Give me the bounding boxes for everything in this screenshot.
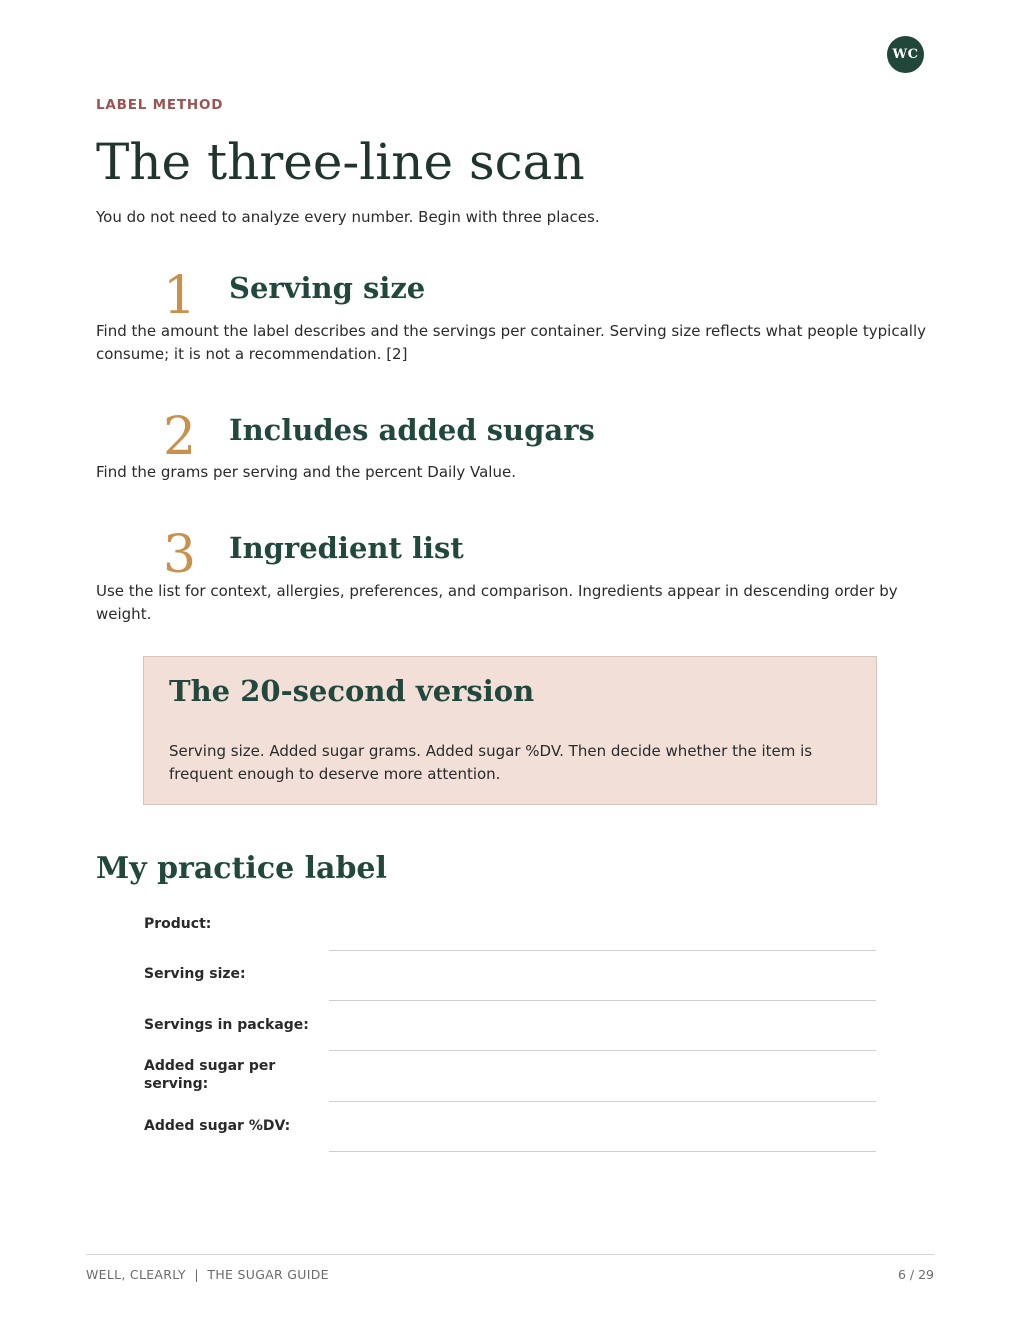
callout-title: The 20-second version [169,674,535,708]
step-3-title: Ingredient list [229,531,464,565]
field-label-serving-size: Serving size: [144,966,246,982]
summary-callout [143,656,877,805]
field-line-added-sugar-per-serving[interactable] [329,1101,876,1102]
footer-divider [86,1254,934,1255]
field-label-added-sugar-dv: Added sugar %DV: [144,1118,291,1134]
step-3-number: 3 [163,525,197,585]
step-1-description: Find the amount the label describes and the servings per container. Serving size reflects what people typically consume; it is not a recommendation. [2] [96,322,926,363]
section-eyebrow: LABEL METHOD [96,97,224,113]
intro-text: You do not need to analyze every number. Begin with three places. [96,208,600,226]
page-number: 6 / 29 [897,1267,934,1282]
step-1-title: Serving size [229,271,426,305]
field-label-added-sugar-per-serving: Added sugar per serving: [144,1058,276,1092]
step-2-title: Includes added sugars [229,413,595,447]
step-2-number: 2 [163,407,197,467]
footer-publication: WELL, CLEARLY | THE SUGAR GUIDE [86,1267,329,1282]
practice-title: My practice label [96,851,387,886]
step-2-description: Find the grams per serving and the percent Daily Value. [96,463,516,481]
field-label-servings-in-package: Servings in package: [144,1017,309,1033]
field-label-product: Product: [144,916,212,932]
step-1-number: 1 [163,266,197,326]
callout-text: Serving size. Added sugar grams. Added sugar %DV. Then decide whether the item is frequent enough to deserve more attention. [169,742,813,783]
field-line-product[interactable] [329,950,876,951]
page-title: The three-line scan [96,133,585,191]
field-line-servings-in-package[interactable] [329,1050,876,1051]
step-3-description: Use the list for context, allergies, preferences, and comparison. Ingredients appear in descending order by weight. [96,582,898,623]
brand-logo: WC [887,36,924,73]
field-line-serving-size[interactable] [329,1000,876,1001]
field-line-added-sugar-dv[interactable] [329,1151,876,1152]
